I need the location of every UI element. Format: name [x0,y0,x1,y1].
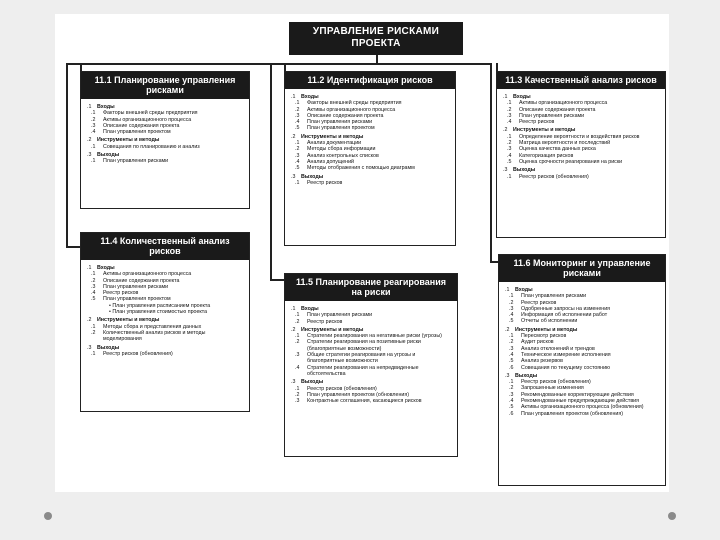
list-item: .4 Реестр рисков [507,119,555,126]
list-item: .2 Матрица вероятности и последствий [507,140,611,147]
section-heading: .1 Входы [291,94,319,100]
section-heading: .1 Входы [505,287,533,293]
process-box-11-6 [498,254,666,486]
section-heading: .3 Выходы [291,379,324,386]
list-item: .1 Определение вероятности и воздействия рисков [507,133,640,140]
process-box-11-1 [80,71,250,209]
list-item: .2 Реестр рисков [509,299,557,306]
list-item: .4 Информация об исполнении работ [509,312,608,319]
section-heading: .1 Входы [503,94,531,100]
list-item: .1 Факторы внешней среды предприятия [295,100,402,107]
list-item: .1 Пересмотр рисков [509,333,567,340]
list-item: .1 Реестр рисков (обновления) [295,385,377,392]
list-item: .4 Анализ допущений [295,158,354,165]
section-heading: .3 Выходы [291,173,324,180]
list-item: .5 План управления проектом [295,125,375,132]
connector-mid-to-11-5 [270,279,284,281]
list-item: .3 Анализ отклонений и трендов [509,345,595,352]
connector-root-down [376,55,378,63]
list-item: .5 Оценка срочности реагирования на риски [507,158,623,165]
list-item: .1 План управления рисками [91,158,169,165]
list-item: .3 Общие стратегии реагирования на угрозы и благоприятные возможности [295,352,416,365]
list-item: .2 Стратегии реагирования на позитивные риски (благоприятные возможности) [295,339,421,352]
section-heading: .2 Инструменты и методы [291,133,364,140]
list-item: .2 Аудит рисков [509,339,554,346]
process-box-11-4 [80,232,250,412]
list-item: .2 План управления проектом (обновления) [295,391,409,398]
list-item: .1 План управления рисками [509,293,587,300]
list-item: .5 Анализ резервов [509,358,563,365]
list-item: .5 Активы организационного процесса (обновления) [509,404,644,411]
list-item: .5 Методы отображения с помощью диаграмм [295,165,415,172]
list-item: .4 Рекомендованные предупреждающие действия [509,398,639,405]
list-item: .1 План управления рисками [295,312,373,319]
process-box-11-2 [284,71,456,246]
process-body [81,260,249,360]
list-item: .1 Реестр рисков (обновления) [91,350,173,357]
process-box-11-3 [496,71,666,238]
connector-horizontal [66,63,491,65]
process-body [285,89,455,189]
connector-right-vertical [490,63,492,261]
connector-left-to-11-4 [66,246,80,248]
list-item: .6 План управления проектом (обновления) [509,410,623,417]
section-heading: .2 Инструменты и методы [291,326,364,333]
list-item: .3 Анализ контрольных списков [295,152,379,159]
process-body [499,282,665,420]
list-item: .3 Описание содержания проекта [91,122,180,129]
process-title: 11.1 Планирование управления рисками [81,72,249,99]
list-item: .1 Анализ документации [295,140,362,147]
list-item: .1 Реестр рисков (обновления) [509,379,591,386]
root-title-line1: УПРАВЛЕНИЕ РИСКАМИ [312,26,440,37]
process-body [497,89,665,183]
list-item: .2 Реестр рисков [295,318,343,325]
list-item: .3 План управления рисками [91,283,169,290]
section-heading: .2 Инструменты и методы [505,326,578,333]
list-item: .1 Факторы внешней среды предприятия [91,110,198,117]
list-item: .3 Одобренные запросы на изменения [509,305,611,312]
section-heading: .3 Выходы [87,344,120,351]
section-heading: .1 Входы [87,104,115,110]
process-title: 11.6 Мониторинг и управление рисками [499,255,665,282]
list-subitem: • План управления расписанием проекта [109,302,211,309]
list-item: .2 Методы сбора информации [295,146,376,153]
process-body [285,301,457,407]
list-item: .1 Активы организационного процесса [91,271,192,278]
list-item: .1 Стратегии реагирования на негативные риски (угрозы) [295,333,442,340]
list-item: .3 Описание содержания проекта [295,112,384,119]
list-item: .4 План управления рисками [295,119,373,126]
list-item: .6 Совещания по текущему состоянию [509,364,611,371]
connector-mid-vertical [270,63,272,279]
bullet-dot-right [668,512,676,520]
process-title: 11.2 Идентификация рисков [285,72,455,89]
root-box [289,22,463,55]
list-item: .3 Контрактные соглашения, касающиеся рисков [295,398,422,405]
list-item: .1 Совещания по планированию и анализ [91,143,200,150]
list-item: .1 Реестр рисков [295,179,343,186]
section-heading: .1 Входы [87,265,115,271]
section-heading: .3 Выходы [503,167,536,174]
list-item: .2 Активы организационного процесса [91,116,192,123]
process-title: 11.4 Количественный анализ рисков [81,233,249,260]
list-item: .4 Реестр рисков [91,290,139,297]
list-item: .2 Описание содержания проекта [91,277,180,284]
section-heading: .2 Инструменты и методы [87,137,160,144]
connector-right-to-11-6 [490,261,498,263]
list-item: .4 Стратегии реагирования на непредвиденные обстоятельства [295,364,419,377]
list-item: .1 Активы организационного процесса [507,100,608,107]
list-item: .5 Отчеты об исполнении [509,318,578,325]
section-heading: .2 Инструменты и методы [503,127,576,134]
list-item: .4 План управления проектом [91,129,171,136]
list-subitem: • План управления стоимостью проекта [109,309,208,316]
list-item: .5 План управления проектом [91,296,171,303]
process-title: 11.3 Качественный анализ рисков [497,72,665,89]
connector-left-vertical [66,63,68,246]
process-title: 11.5 Планирование реагирования на риски [285,274,457,301]
list-item: .3 Рекомендованные корректирующие действия [509,391,634,398]
root-title-line2: ПРОЕКТА [351,38,401,49]
list-item: .1 Методы сбора и представления данных [91,323,202,330]
list-item: .4 Техническое измерение исполнения [509,351,611,358]
list-item: .1 Реестр рисков (обновления) [507,173,589,180]
list-item: .4 Категоризация рисков [507,152,574,159]
section-heading: .2 Инструменты и методы [87,317,160,324]
process-body [81,99,249,168]
section-heading: .3 Выходы [87,152,120,159]
bullet-dot-left [44,512,52,520]
section-heading: .3 Выходы [505,372,538,379]
list-item: .2 Количественный анализ рисков и методы моделирования [91,329,206,343]
list-item: .2 Описание содержания проекта [507,106,596,113]
list-item: .3 Оценка качества данных риска [507,146,596,153]
list-item: .2 Активы организационного процесса [295,106,396,113]
list-item: .2 Запрошенные изменения [509,385,584,392]
list-item: .3 План управления рисками [507,112,585,119]
process-box-11-5 [284,273,458,457]
section-heading: .1 Входы [291,306,319,312]
